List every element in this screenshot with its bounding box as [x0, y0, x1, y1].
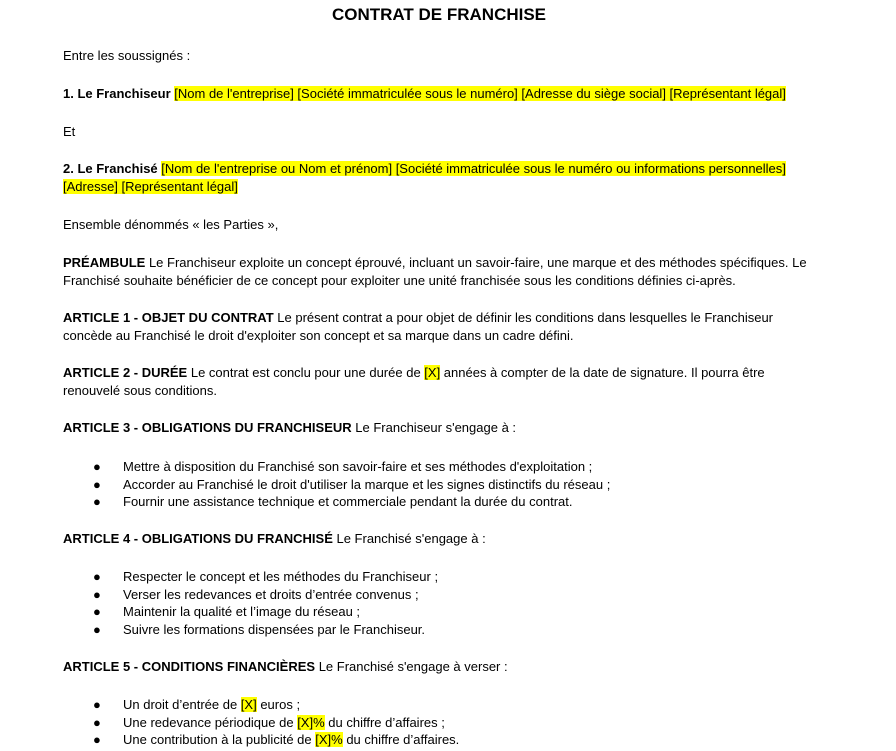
together-line: Ensemble dénommés « les Parties », — [63, 217, 279, 232]
list-item: ● Mettre à disposition du Franchisé son savoir-faire et ses méthodes d'exploitation ; — [93, 459, 593, 474]
bullet-icon: ● — [93, 459, 101, 474]
preamble-text: Le Franchiseur exploite un concept éprouvé, incluant un savoir-faire, une marque et des méthodes spécifiques. Le Franchisé souhaite bénéficier de ce concept pour exploiter une unité franchisée sous les conditions définies ci-après. — [63, 255, 807, 288]
bullet-icon: ● — [93, 569, 101, 584]
article-5-list — [63, 696, 823, 749]
and-line: Et — [63, 124, 76, 139]
article-3-text: Le Franchiseur s'engage à : — [351, 420, 517, 435]
article-1-text: Le présent contrat a pour objet de définir les conditions dans lesquelles le Franchiseur concède au Franchisé le droit d'exploiter son concept et sa marque dans un cadre défini. — [63, 310, 774, 343]
article-4-list — [63, 568, 823, 638]
bullet-icon: ● — [93, 586, 101, 602]
party-franchisee-fields-1: [Nom de l'entreprise ou Nom et prénom] [Société immatriculée sous le numéro ou informations personnelles] — [161, 161, 786, 176]
bullet-icon: ● — [93, 732, 101, 747]
bullet-icon: ● — [93, 476, 101, 492]
party-franchisee-label: 2. Le Franchisé — [63, 161, 158, 176]
article-4-text: Le Franchisé s'engage à : — [332, 531, 486, 546]
intro-line: Entre les soussignés : — [63, 48, 191, 63]
bullet-icon: ● — [93, 621, 101, 637]
article-2-heading: ARTICLE 2 - DURÉE — [63, 365, 188, 380]
bullet-icon: ● — [93, 714, 101, 730]
party-franchisee — [63, 160, 843, 196]
article-1 — [63, 309, 798, 345]
article-4-heading: ARTICLE 4 - OBLIGATIONS DU FRANCHISÉ — [63, 531, 333, 546]
article-1-heading: ARTICLE 1 - OBJET DU CONTRAT — [63, 310, 274, 325]
article-2 — [63, 364, 793, 400]
article-5 — [63, 658, 823, 676]
bullet-icon: ● — [93, 494, 101, 509]
article-5-text: Le Franchisé s'engage à verser : — [315, 659, 508, 674]
list-item: ● Une redevance périodique de [X]% du chiffre d’affaires ; — [93, 714, 445, 730]
article-2-text-before: Le contrat est conclu pour une durée de — [187, 365, 425, 380]
preamble-heading: PRÉAMBULE — [63, 255, 146, 270]
bullet-icon: ● — [93, 697, 101, 712]
article-3-list — [63, 458, 823, 511]
article-3-heading: ARTICLE 3 - OBLIGATIONS DU FRANCHISEUR — [63, 420, 352, 435]
party-franchisor — [63, 85, 823, 103]
article-2-placeholder: [X] — [424, 365, 441, 380]
party-franchisor-fields: [Nom de l'entreprise] [Société immatriculée sous le numéro] [Adresse du siège social] [Représentant légal] — [174, 86, 786, 101]
placeholder-highlight: [X] — [240, 697, 257, 712]
list-item: ● Suivre les formations dispensées par le Franchiseur. — [93, 621, 426, 637]
placeholder-highlight: [X]% — [297, 714, 325, 730]
list-item: ● Maintenir la qualité et l’image du réseau ; — [93, 604, 361, 619]
article-3 — [63, 419, 823, 437]
document-title: CONTRAT DE FRANCHISE — [331, 5, 547, 24]
list-item: ● Un droit d’entrée de [X] euros ; — [93, 697, 301, 712]
party-franchisor-label: 1. Le Franchiseur — [63, 86, 171, 101]
placeholder-highlight: [X]% — [315, 732, 343, 747]
article-5-heading: ARTICLE 5 - CONDITIONS FINANCIÈRES — [63, 659, 316, 674]
list-item: ● Une contribution à la publicité de [X]% du chiffre d’affaires. — [93, 732, 460, 747]
list-item: ● Verser les redevances et droits d’entrée convenus ; — [93, 586, 419, 602]
list-item: ● Accorder au Franchisé le droit d'utiliser la marque et les signes distinctifs du réseau ; — [93, 476, 611, 492]
party-franchisee-fields-2: [Adresse] [Représentant légal] — [63, 179, 238, 194]
article-4 — [63, 530, 823, 548]
preamble — [63, 254, 808, 290]
bullet-icon: ● — [93, 604, 101, 619]
list-item: ● Fournir une assistance technique et commerciale pendant la durée du contrat. — [93, 494, 573, 509]
article-2-text-after: années à compter de la date de signature. Il pourra être renouvelé sous conditions. — [63, 365, 765, 398]
list-item: ● Respecter le concept et les méthodes du Franchiseur ; — [93, 569, 439, 584]
